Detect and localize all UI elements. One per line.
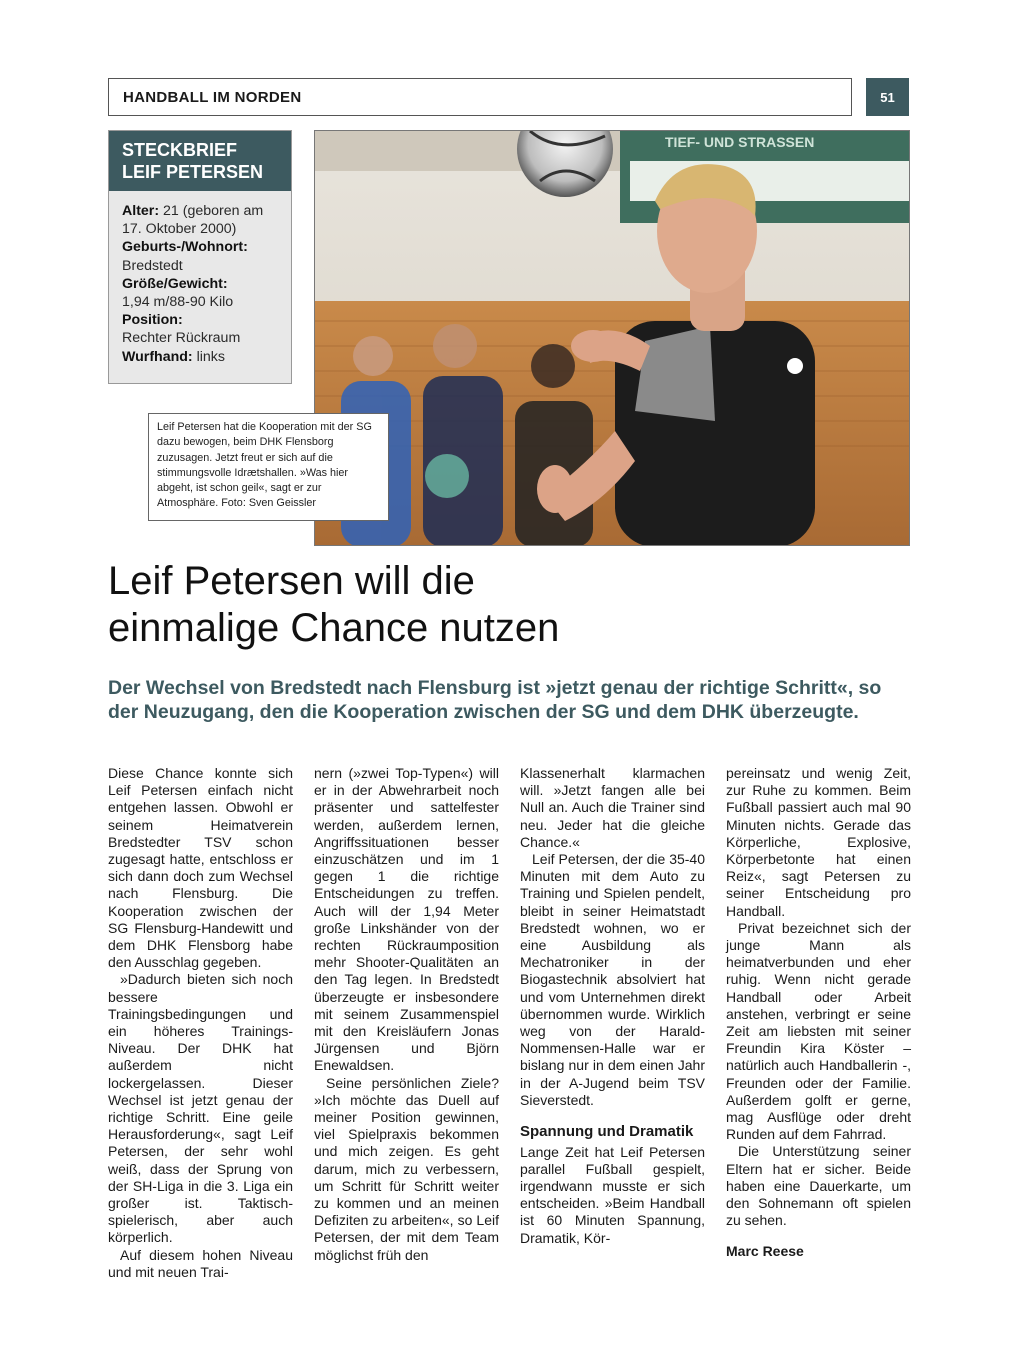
- profile-size-value: 1,94 m/88-90 Kilo: [122, 294, 234, 311]
- headline-line2: einmalige Chance nutzen: [108, 606, 560, 650]
- paragraph: Lange Zeit hat Leif Petersen parallel Fußball gespielt, irgendwann musste er sich entscheiden. »Beim Handball ist 60 Minuten Spannung, Dramatik, Kör-: [520, 1143, 705, 1246]
- headline-line1: Leif Petersen will die: [108, 559, 475, 603]
- paragraph: Klassenerhalt klarmachen will. »Jetzt fangen alle bei Null an. Auch die Trainer sind neu. Jeder hat die gleiche Chance.«: [520, 765, 705, 850]
- author-byline: Marc Reese: [726, 1243, 804, 1260]
- age-label: Alter:: [122, 203, 160, 219]
- paragraph: Seine persönlichen Ziele? »Ich möchte das Duell auf meiner Position gewinnen, viel Spielpraxis bekommen und mich zeigen. Es geht darum, mich zu verbessern, um Schritt für Schritt weiter zu kommen und an meinen Defiziten zu arbeiten«, so Leif Petersen, der mit dem Team möglichst früh den: [314, 1074, 499, 1263]
- throwing-hand-label: Wurfhand:: [122, 348, 193, 365]
- profile-throwing-hand: [122, 348, 281, 366]
- profile-title-line1: STECKBRIEF: [122, 140, 238, 160]
- profile-box-body: [109, 191, 291, 366]
- profile-position-value: Rechter Rückraum: [122, 330, 241, 347]
- section-header: [108, 78, 852, 116]
- paragraph: Auf diesem hohen Niveau und mit neuen Trai-: [108, 1246, 293, 1280]
- article-column-2: [314, 765, 499, 1264]
- paragraph: Privat bezeichnet sich der junge Mann als heimatverbunden und eher ruhig. Wenn nicht gerade Handball oder Arbeit anstehen, verbringt er seine Zeit am liebsten mit seiner Freundin Kira Köster – natürlich auch Handballerin -, Freunden oder der Familie. Außerdem golft er gerne, mag Ausflüge oder dreht Runden auf dem Fahrrad.: [726, 919, 911, 1143]
- profile-hometown-value: Bredstedt: [122, 257, 183, 274]
- photo-caption: Leif Petersen hat die Kooperation mit der SG dazu bewogen, beim DHK Flensborg zuzusagen. Jetzt freut er sich auf die stimmungsvolle Idrætshallen. »Was hier abgeht, ist schon geil«, sagt er zur Atmosphäre. Foto: Sven Geissler: [148, 413, 389, 521]
- paragraph: nern (»zwei Top-Typen«) will er in der Abwehrarbeit noch präsenter und sattelfester werden, außerdem lernen, Angriffssituationen besser einzuschätzen und im 1 gegen 1 die richtige Entscheidungen zu treffen. Auch will der 1,94 Meter große Linkshänder von der rechten Rückraumposition mehr Shooter-Qualitäten an den Tag legen. In Bredstedt überzeugte er insbesondere mit seinem Zusammenspiel mit den Kreisläufern Jonas Jürgensen und Björn Enewaldsen.: [314, 765, 499, 1074]
- banner-text: TIEF- UND STRASSEN: [665, 134, 815, 150]
- profile-position-label: Position:: [122, 312, 183, 329]
- paragraph: pereinsatz und wenig Zeit, zur Ruhe zu kommen. Beim Fußball passiert auch mal 90 Minuten nichts. Gerade das Körperliche, Explosive, Körperbetonte hat einen Reiz«, sagt Petersen zu seiner Entscheidung pro Handball.: [726, 765, 911, 919]
- section-title: HANDBALL IM NORDEN: [123, 88, 302, 106]
- paragraph: Leif Petersen, der die 35-40 Minuten mit dem Auto zu Training und Spielen pendelt, bleibt in seiner Heimatstadt Bredstedt wohnen, wo er eine Ausbildung als Mechatroniker in der Biogastechnik absolviert hat und vom Unternehmen direkt übernommen wurde. Wirklich weg von der Harald-Nommensen-Halle war er bislang nur in dem einen Jahr in der A-Jugend beim TSV Sieverstedt.: [520, 851, 705, 1108]
- paragraph: Diese Chance konnte sich Leif Petersen einfach nicht entgehen lassen. Obwohl er seinem Heimatverein Bredstedter TSV schon zugesagt hatte, entschloss er sich dann doch zum Wechsel nach Flensburg. Die Kooperation zwischen der SG Flensburg-Handewitt und dem DHK Flensborg habe den Ausschlag gegeben.: [108, 765, 293, 971]
- photo-illustration: [315, 131, 910, 546]
- throwing-hand-value: links: [192, 348, 225, 365]
- profile-box: [108, 130, 292, 384]
- age-value: 21 (geboren am 17. Oktober 2000): [122, 203, 264, 238]
- article-column-4: [726, 765, 911, 1261]
- page-number: 51: [866, 78, 909, 116]
- headline: [108, 558, 908, 652]
- article-column-1: [108, 765, 293, 1281]
- paragraph: »Dadurch bieten sich noch bessere Trainingsbedingungen und ein höheres Trainings-Niveau. Der DHK hat außerdem nicht lockergelassen. Dieser Wechsel ist jetzt genau der richtige Schritt. Eine geile Herausforderung«, sagt Leif Petersen, der sehr wohl weiß, dass der Sprung von der SH-Liga in die 3. Liga ein großer ist. Taktisch-spielerisch, aber auch körperlich.: [108, 971, 293, 1246]
- section-subheading: Spannung und Dramatik: [520, 1123, 694, 1141]
- profile-title-line2: LEIF PETERSEN: [122, 162, 264, 182]
- profile-size-label: Größe/Gewicht:: [122, 275, 228, 292]
- profile-age: [122, 202, 281, 238]
- subheadline: Der Wechsel von Bredstedt nach Flensburg ist »jetzt genau der richtige Schritt«, so der Neuzugang, den die Kooperation zwischen der SG und dem DHK überzeugte.: [108, 677, 882, 723]
- article-column-3: [520, 765, 705, 1247]
- article-photo: [314, 130, 910, 546]
- paragraph: Die Unterstützung seiner Eltern hat er sicher. Beide haben eine Dauerkarte, um den Sohnemann oft spielen zu sehen.: [726, 1143, 911, 1229]
- profile-box-title: [109, 131, 291, 191]
- profile-hometown-label: Geburts-/Wohnort:: [122, 239, 248, 256]
